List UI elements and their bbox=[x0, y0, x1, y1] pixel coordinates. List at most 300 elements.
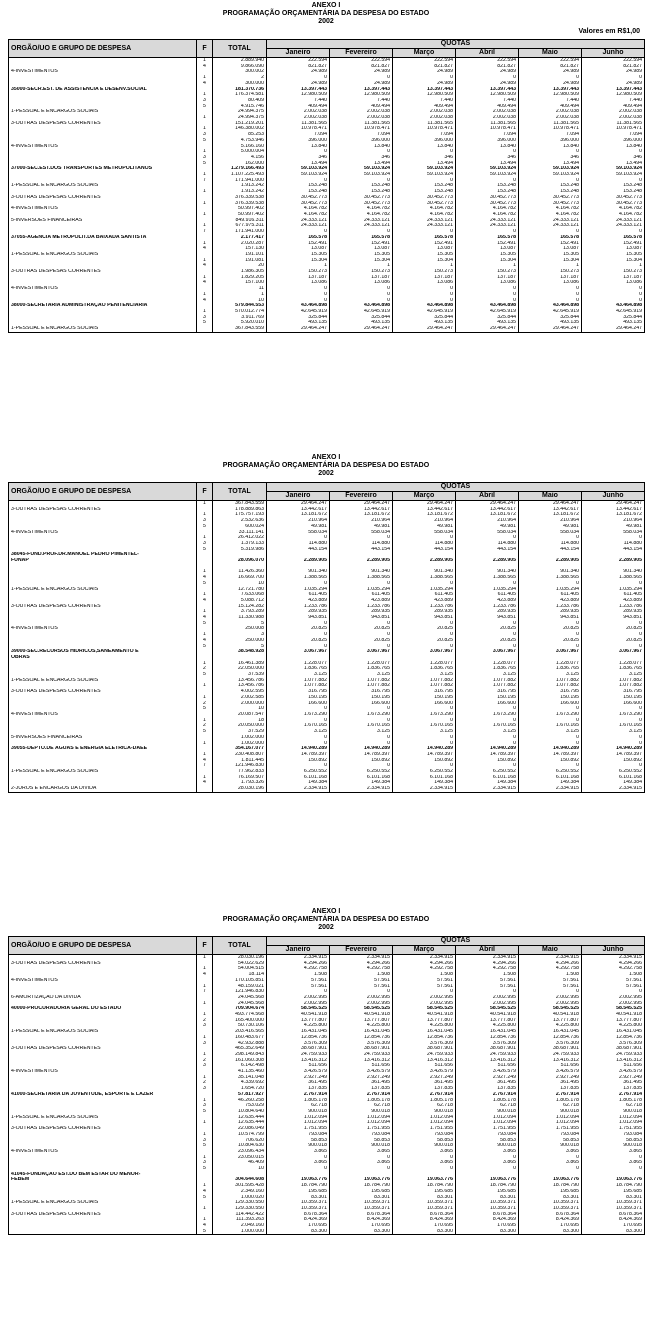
row-quota: 3.067.967 bbox=[456, 649, 519, 655]
row-quota: 13.840 bbox=[582, 144, 645, 150]
row-quota: 0 bbox=[267, 286, 330, 292]
row-total: 161.060.308 bbox=[213, 1058, 267, 1064]
row-source-code: 4 bbox=[197, 1189, 213, 1195]
report-year: 2002 bbox=[318, 470, 334, 477]
row-quota: 59.103.924 bbox=[267, 166, 330, 172]
row-quota: 4.164.782 bbox=[330, 212, 393, 218]
row-quota: 1.228.077 bbox=[456, 661, 519, 667]
row-quota: 2.002.038 bbox=[456, 109, 519, 115]
row-quota: 11.381.565 bbox=[330, 121, 393, 127]
row-quota: 57.561 bbox=[267, 984, 330, 990]
row-quota: 1.670.165 bbox=[519, 723, 582, 729]
row-quota: 42.645.919 bbox=[456, 309, 519, 315]
row-quota: 1.077.882 bbox=[582, 678, 645, 684]
row-quota: 195.685 bbox=[456, 1189, 519, 1195]
row-total: 1.000.020 bbox=[213, 1195, 267, 1201]
row-total: 77.962.833 bbox=[213, 769, 267, 775]
row-quota: 1.670.165 bbox=[456, 723, 519, 729]
row-quota: 1.836.765 bbox=[456, 666, 519, 672]
row-quota: 170.695 bbox=[393, 1223, 456, 1229]
row-quota: 43.464.898 bbox=[330, 303, 393, 309]
row-quota: 29.464.247 bbox=[330, 501, 393, 507]
row-source-code: 3 bbox=[197, 315, 213, 321]
row-quota: 0 bbox=[330, 535, 393, 541]
row-total: 465.352.649 bbox=[213, 1046, 267, 1052]
row-quota: 0 bbox=[456, 741, 519, 747]
row-quota: 0 bbox=[267, 292, 330, 298]
row-quota: 900.018 bbox=[330, 1109, 393, 1115]
row-total: 367.843.559 bbox=[213, 501, 267, 507]
row-quota: 16.431.045 bbox=[393, 1029, 456, 1035]
row-quota: 4.292.758 bbox=[456, 966, 519, 972]
row-total: 230.408.807 bbox=[213, 752, 267, 758]
row-quota: 361.495 bbox=[456, 1080, 519, 1086]
row-quota: 900.018 bbox=[456, 1109, 519, 1115]
row-total: 38.548.928 bbox=[213, 649, 267, 655]
row-quota: 0 bbox=[456, 178, 519, 184]
row-source-code: 1 bbox=[197, 241, 213, 247]
row-quota: 18.784.790 bbox=[456, 1183, 519, 1189]
row-quota: 38.687.901 bbox=[393, 1046, 456, 1052]
row-quota: 10.978.471 bbox=[267, 126, 330, 132]
row-label: 3-OUTRAS DESPESAS CORRENTES bbox=[9, 961, 197, 967]
row-total: 22.050.000 bbox=[213, 666, 267, 672]
row-quota: 0 bbox=[582, 621, 645, 627]
row-quota: 316.795 bbox=[393, 689, 456, 695]
row-quota: 150.892 bbox=[330, 758, 393, 764]
row-quota: 166.600 bbox=[582, 701, 645, 707]
row-quota: 152.491 bbox=[456, 241, 519, 247]
row-quota: 150.892 bbox=[267, 758, 330, 764]
row-quota: 59.103.924 bbox=[456, 172, 519, 178]
row-quota: 901.340 bbox=[582, 569, 645, 575]
row-total: 5.166.160 bbox=[213, 144, 267, 150]
row-quota: 58.853 bbox=[456, 1138, 519, 1144]
row-quota: 3.576.309 bbox=[330, 1041, 393, 1047]
row-source-code: 5 bbox=[197, 138, 213, 144]
row-label: 41000-SECRETARIA DA JUVENTUDE, ESPORTE E LAZER bbox=[9, 1092, 197, 1098]
row-quota: 325.844 bbox=[582, 315, 645, 321]
row-quota: 493.135 bbox=[393, 320, 456, 326]
row-quota: 2.002.038 bbox=[582, 109, 645, 115]
row-quota: 170.695 bbox=[330, 1223, 393, 1229]
row-quota: 0 bbox=[519, 149, 582, 155]
row-quota: 19.063.776 bbox=[330, 1177, 393, 1183]
row-source-code: 3 bbox=[197, 541, 213, 547]
row-quota: 0 bbox=[582, 298, 645, 304]
row-quota: 7.094 bbox=[393, 132, 456, 138]
row-quota: 1.751.955 bbox=[519, 1126, 582, 1132]
row-quota: 165.578 bbox=[519, 235, 582, 241]
column-header-f: F bbox=[197, 937, 213, 955]
row-quota: 20.825 bbox=[456, 626, 519, 632]
row-quota: 19.063.776 bbox=[393, 1177, 456, 1183]
row-quota: 325.844 bbox=[456, 315, 519, 321]
row-quota: 13.397.443 bbox=[456, 87, 519, 93]
row-quota: 2.334.915 bbox=[456, 786, 519, 792]
row-label: 1-PESSOAL E ENCARGOS SOCIAIS bbox=[9, 1115, 197, 1121]
row-quota: 57.561 bbox=[456, 984, 519, 990]
row-quota: 11.381.565 bbox=[582, 121, 645, 127]
row-quota: 58.545.525 bbox=[519, 1006, 582, 1012]
row-label: 4-INVESTIMENTOS bbox=[9, 69, 197, 75]
row-quota: 24.989 bbox=[330, 81, 393, 87]
row-total: 18 bbox=[213, 718, 267, 724]
row-quota: 0 bbox=[519, 706, 582, 712]
row-quota: 1.233.786 bbox=[582, 604, 645, 610]
row-source-code: 2 bbox=[197, 723, 213, 729]
row-quota: 0 bbox=[456, 229, 519, 235]
row-quota: 15.304 bbox=[393, 258, 456, 264]
row-quota: 1.228.077 bbox=[393, 661, 456, 667]
row-source-code: 1 bbox=[197, 535, 213, 541]
row-quota: 6.250.552 bbox=[519, 769, 582, 775]
row-quota: 15.304 bbox=[267, 258, 330, 264]
row-quota: 13.086 bbox=[456, 280, 519, 286]
row-quota: 29.464.247 bbox=[456, 326, 519, 332]
row-total: 111.393.263 bbox=[213, 1217, 267, 1223]
row-quota: 1.508 bbox=[519, 972, 582, 978]
row-quota: 13.086 bbox=[393, 280, 456, 286]
row-quota: 29.464.247 bbox=[267, 501, 330, 507]
row-quota: 3.865 bbox=[456, 1160, 519, 1166]
row-quota: 4.225.800 bbox=[582, 1023, 645, 1029]
row-quota: 2.002.038 bbox=[519, 115, 582, 121]
page-header bbox=[8, 908, 644, 932]
row-quota: 13.086 bbox=[582, 280, 645, 286]
row-quota: 1.012.094 bbox=[519, 1120, 582, 1126]
row-quota: 2.002.995 bbox=[456, 995, 519, 1001]
page-section bbox=[8, 454, 644, 793]
row-label: 37055-AGÊNCIA METROPOLIT.DA BAIXADA SANTISTA bbox=[9, 235, 197, 241]
row-quota: 0 bbox=[456, 763, 519, 769]
row-total: 13.456.786 bbox=[213, 683, 267, 689]
column-header-quotas: QUOTAS bbox=[267, 937, 645, 946]
row-quota: 1.035.294 bbox=[519, 587, 582, 593]
row-quota: 150.195 bbox=[456, 695, 519, 701]
row-quota: 57.561 bbox=[393, 984, 456, 990]
row-quota: 901.340 bbox=[330, 569, 393, 575]
row-quota: 558.034 bbox=[393, 530, 456, 536]
row-quota: 0 bbox=[519, 741, 582, 747]
row-source-code: 1 bbox=[197, 149, 213, 155]
row-quota: 58.853 bbox=[519, 1138, 582, 1144]
row-quota: 1 bbox=[456, 263, 519, 269]
row-quota: 611.405 bbox=[267, 592, 330, 598]
row-quota: 2.289.905 bbox=[330, 558, 393, 564]
row-quota: 12.980.509 bbox=[456, 92, 519, 98]
row-quota: 2.927.249 bbox=[330, 1075, 393, 1081]
row-quota: 59.103.924 bbox=[267, 172, 330, 178]
row-total: 28.096.070 bbox=[213, 558, 267, 564]
row-quota: 1 bbox=[519, 263, 582, 269]
row-quota: 13.840 bbox=[393, 144, 456, 150]
row-quota: 8.678.364 bbox=[330, 1212, 393, 1218]
row-quota: 900.018 bbox=[393, 1143, 456, 1149]
row-total: 20.050.000 bbox=[213, 723, 267, 729]
row-quota: 3.865 bbox=[330, 1149, 393, 1155]
row-quota: 24.333.121 bbox=[456, 218, 519, 224]
row-quota: 943.851 bbox=[393, 615, 456, 621]
row-quota: 153.248 bbox=[582, 183, 645, 189]
row-quota: 1.388.565 bbox=[267, 575, 330, 581]
row-label: 39055-DEPTO.DE ÁGUAS E ENERGIA ELÉTRICA-DAEE bbox=[9, 746, 197, 752]
row-quota: 558.034 bbox=[519, 530, 582, 536]
row-quota: 13.777.807 bbox=[519, 1018, 582, 1024]
row-quota: 3.576.309 bbox=[267, 1041, 330, 1047]
row-quota: 30.452.773 bbox=[330, 195, 393, 201]
row-total: 28.030.196 bbox=[213, 955, 267, 961]
row-total: 157.100 bbox=[213, 280, 267, 286]
row-quota: 49.981 bbox=[456, 524, 519, 530]
row-total: 5.000.004 bbox=[213, 149, 267, 155]
row-label: 1-PESSOAL E ENCARGOS SOCIAIS bbox=[9, 587, 197, 593]
row-quota: 6.101.168 bbox=[582, 775, 645, 781]
row-total: 367.843.559 bbox=[213, 326, 267, 332]
row-quota: 443.154 bbox=[393, 547, 456, 553]
row-quota: 83.301 bbox=[582, 1195, 645, 1201]
row-quota: 0 bbox=[456, 989, 519, 995]
row-quota: 24.333.121 bbox=[267, 223, 330, 229]
row-quota: 2.002.995 bbox=[582, 995, 645, 1001]
row-quota: 1.751.955 bbox=[393, 1126, 456, 1132]
row-total: 160.483.677 bbox=[213, 1035, 267, 1041]
row-quota: 152.491 bbox=[393, 241, 456, 247]
row-quota: 0 bbox=[582, 989, 645, 995]
row-quota: 13.442.617 bbox=[519, 507, 582, 513]
row-quota: 137.835 bbox=[456, 1086, 519, 1092]
row-total: 298.149.843 bbox=[213, 1052, 267, 1058]
row-source-code: 1 bbox=[197, 966, 213, 972]
row-quota: 2.334.915 bbox=[330, 786, 393, 792]
row-total: 46.260.258 bbox=[213, 1098, 267, 1104]
row-quota: 13.442.617 bbox=[330, 507, 393, 513]
row-total: 54.022.629 bbox=[213, 961, 267, 967]
row-quota: 30.452.773 bbox=[267, 195, 330, 201]
row-quota: 0 bbox=[330, 706, 393, 712]
row-quota: 409.494 bbox=[456, 104, 519, 110]
row-quota: 2.002.995 bbox=[267, 1001, 330, 1007]
row-quota: 195.685 bbox=[330, 1189, 393, 1195]
row-total: 50.997.402 bbox=[213, 206, 267, 212]
row-total: 354.167.077 bbox=[213, 746, 267, 752]
row-quota: 7.094 bbox=[519, 132, 582, 138]
row-quota: 29.464.247 bbox=[582, 326, 645, 332]
row-total: 23.050.015 bbox=[213, 1155, 267, 1161]
column-header-total: TOTAL bbox=[213, 40, 267, 58]
row-quota: 2.289.905 bbox=[267, 558, 330, 564]
row-quota: 62.718 bbox=[582, 1103, 645, 1109]
row-quota: 57.561 bbox=[456, 978, 519, 984]
row-quota: 409.494 bbox=[393, 104, 456, 110]
row-quota: 13.494 bbox=[519, 161, 582, 167]
row-quota: 1.805.178 bbox=[519, 1098, 582, 1104]
row-total: 24.045.568 bbox=[213, 1001, 267, 1007]
row-quota: 8.424.369 bbox=[330, 1217, 393, 1223]
row-source-code: 1 bbox=[197, 592, 213, 598]
row-quota: 1.805.178 bbox=[267, 1098, 330, 1104]
row-label: 38000-SECRETARIA ADMINISTRAÇÃO PENITENCIÁRIA bbox=[9, 303, 197, 309]
row-source-code: 1 bbox=[197, 955, 213, 961]
row-quota: 59.103.924 bbox=[456, 166, 519, 172]
row-quota: 1.012.094 bbox=[393, 1115, 456, 1121]
row-quota: 821.827 bbox=[330, 64, 393, 70]
row-total: 2.049.160 bbox=[213, 1223, 267, 1229]
column-header-month: Maio bbox=[519, 492, 582, 501]
row-quota: 0 bbox=[393, 292, 456, 298]
row-quota: 153.248 bbox=[519, 183, 582, 189]
row-quota: 493.135 bbox=[582, 320, 645, 326]
row-quota: 943.851 bbox=[330, 615, 393, 621]
row-quota: 0 bbox=[582, 535, 645, 541]
row-total: 10.804.640 bbox=[213, 1109, 267, 1115]
row-quota: 0 bbox=[267, 621, 330, 627]
row-source-code: 4 bbox=[197, 780, 213, 786]
row-quota: 443.154 bbox=[519, 547, 582, 553]
row-quota: 1.012.094 bbox=[456, 1115, 519, 1121]
row-quota: 40.541.918 bbox=[519, 1012, 582, 1018]
row-total: 42.932.888 bbox=[213, 1041, 267, 1047]
row-quota: 137.187 bbox=[456, 275, 519, 281]
row-total: 5.920.010 bbox=[213, 320, 267, 326]
row-quota: 2.767.914 bbox=[267, 1092, 330, 1098]
column-header-org: ORGÃO/UO E GRUPO DE DESPESA bbox=[9, 937, 197, 955]
row-total: 16.461.389 bbox=[213, 661, 267, 667]
row-source-code: 5 bbox=[197, 161, 213, 167]
row-source-code: 5 bbox=[197, 1195, 213, 1201]
row-quota: 900.018 bbox=[519, 1109, 582, 1115]
row-quota: 3.067.967 bbox=[393, 649, 456, 655]
row-quota: 38.687.901 bbox=[330, 1046, 393, 1052]
row-total: 23.096.434 bbox=[213, 1149, 267, 1155]
row-source-code bbox=[197, 326, 213, 332]
row-quota: 1.035.294 bbox=[330, 587, 393, 593]
row-label: 4-INVESTIMENTOS bbox=[9, 530, 197, 536]
row-quota: 1.508 bbox=[393, 972, 456, 978]
row-label bbox=[9, 1229, 197, 1235]
row-quota: 40.541.918 bbox=[393, 1012, 456, 1018]
row-quota: 396.000 bbox=[267, 138, 330, 144]
row-quota: 289.935 bbox=[456, 609, 519, 615]
row-total: 171.941.000 bbox=[213, 178, 267, 184]
row-quota: 210.964 bbox=[456, 518, 519, 524]
row-total: 300.002 bbox=[213, 69, 267, 75]
row-quota: 40.541.918 bbox=[330, 1012, 393, 1018]
row-quota: 316.795 bbox=[330, 689, 393, 695]
row-quota: 42.645.919 bbox=[330, 309, 393, 315]
row-total: 16.669.700 bbox=[213, 575, 267, 581]
row-quota: 901.340 bbox=[267, 569, 330, 575]
row-quota: 346 bbox=[330, 155, 393, 161]
column-header-quotas: QUOTAS bbox=[267, 40, 645, 49]
row-quota: 0 bbox=[267, 718, 330, 724]
row-quota: 511.656 bbox=[456, 1063, 519, 1069]
row-quota: 24.333.121 bbox=[519, 218, 582, 224]
row-quota: 793.084 bbox=[456, 1132, 519, 1138]
row-source-code: 7 bbox=[197, 763, 213, 769]
row-quota: 4.225.800 bbox=[519, 1023, 582, 1029]
row-quota: 1.673.290 bbox=[393, 712, 456, 718]
row-quota: 0 bbox=[267, 229, 330, 235]
row-label: 3-OUTRAS DESPESAS CORRENTES bbox=[9, 1046, 197, 1052]
row-total: 250.008 bbox=[213, 626, 267, 632]
row-source-code: 2 bbox=[197, 1058, 213, 1064]
row-quota: 4.164.782 bbox=[582, 206, 645, 212]
row-source-code: 1 bbox=[197, 1217, 213, 1223]
row-quota: 0 bbox=[393, 535, 456, 541]
row-quota: 0 bbox=[519, 763, 582, 769]
row-quota: 7.440 bbox=[582, 98, 645, 104]
row-quota: 0 bbox=[456, 706, 519, 712]
row-source-code: 5 bbox=[197, 581, 213, 587]
row-quota: 149.384 bbox=[393, 780, 456, 786]
row-quota: 10.359.371 bbox=[267, 1200, 330, 1206]
row-source-code: 5 bbox=[197, 524, 213, 530]
row-label: 41045-FUNDAÇÃO EST.DO BEM ESTAR DO MENOR- bbox=[9, 1172, 197, 1178]
row-quota: 0 bbox=[519, 1166, 582, 1172]
row-label: 1-PESSOAL E ENCARGOS SOCIAIS bbox=[9, 678, 197, 684]
row-source-code: 1 bbox=[197, 189, 213, 195]
row-quota: 210.964 bbox=[582, 518, 645, 524]
row-quota: 1 bbox=[330, 263, 393, 269]
row-quota: 150.892 bbox=[456, 758, 519, 764]
row-quota: 62.718 bbox=[519, 1103, 582, 1109]
row-quota: 0 bbox=[456, 75, 519, 81]
row-quota: 423.889 bbox=[456, 598, 519, 604]
row-quota: 2.334.915 bbox=[393, 955, 456, 961]
row-quota: 13.494 bbox=[267, 161, 330, 167]
row-quota: 2.002.038 bbox=[393, 115, 456, 121]
column-header-f: F bbox=[197, 40, 213, 58]
row-quota: 10.978.471 bbox=[582, 126, 645, 132]
row-quota: 2.334.915 bbox=[519, 955, 582, 961]
report-title: PROGRAMAÇÃO ORÇAMENTÁRIA DA DESPESA DO ESTADO bbox=[222, 916, 430, 923]
row-quota: 38.687.901 bbox=[456, 1046, 519, 1052]
row-quota: 14.940.289 bbox=[582, 746, 645, 752]
row-quota: 13.777.807 bbox=[267, 1018, 330, 1024]
row-quota: 1.836.765 bbox=[267, 666, 330, 672]
row-quota: 511.656 bbox=[330, 1063, 393, 1069]
row-quota: 38.687.901 bbox=[582, 1046, 645, 1052]
row-quota: 0 bbox=[267, 149, 330, 155]
row-quota: 558.034 bbox=[330, 530, 393, 536]
row-quota: 0 bbox=[330, 75, 393, 81]
row-quota: 222.594 bbox=[267, 58, 330, 64]
row-quota: 15.304 bbox=[582, 258, 645, 264]
column-header-org: ORGÃO/UO E GRUPO DE DESPESA bbox=[9, 40, 197, 58]
row-quota: 18.784.790 bbox=[330, 1183, 393, 1189]
row-quota: 13.087 bbox=[519, 246, 582, 252]
row-quota: 611.405 bbox=[582, 592, 645, 598]
row-quota: 49.981 bbox=[393, 524, 456, 530]
row-quota: 1.077.882 bbox=[330, 678, 393, 684]
row-quota: 150.273 bbox=[582, 269, 645, 275]
row-quota: 149.384 bbox=[330, 780, 393, 786]
row-quota: 0 bbox=[330, 741, 393, 747]
row-quota: 150.273 bbox=[267, 269, 330, 275]
row-quota: 423.889 bbox=[267, 598, 330, 604]
row-total: 157.130 bbox=[213, 246, 267, 252]
row-quota: 12.980.509 bbox=[393, 92, 456, 98]
row-quota: 1.233.786 bbox=[267, 604, 330, 610]
row-quota: 137.187 bbox=[582, 275, 645, 281]
row-quota: 29.464.247 bbox=[330, 326, 393, 332]
row-quota: 137.835 bbox=[582, 1086, 645, 1092]
column-header-month: Junho bbox=[582, 49, 645, 58]
row-quota: 195.685 bbox=[519, 1189, 582, 1195]
column-header-month: Abril bbox=[456, 49, 519, 58]
row-quota: 153.248 bbox=[330, 189, 393, 195]
